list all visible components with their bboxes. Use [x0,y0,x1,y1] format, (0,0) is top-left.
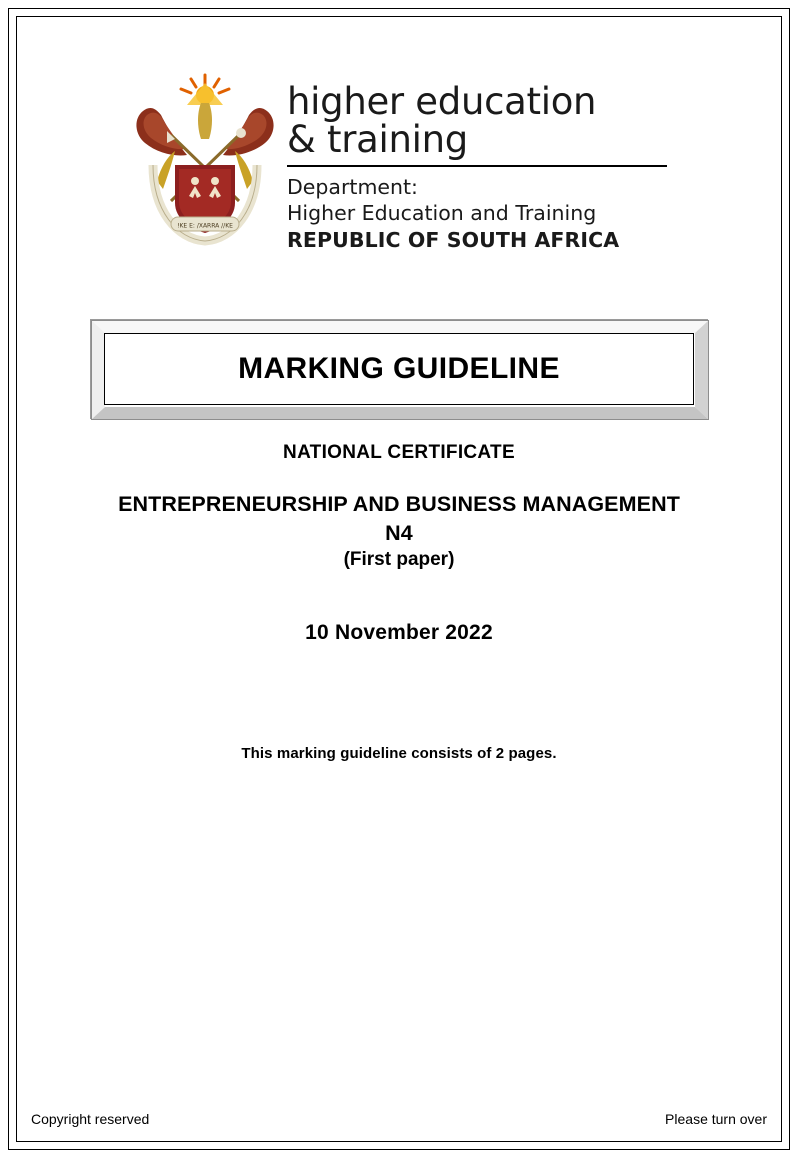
page-title: MARKING GUIDELINE [238,352,560,385]
department-name: Higher Education and Training [287,201,597,226]
certificate-label: NATIONAL CERTIFICATE [283,442,515,463]
page-border-outer [8,8,790,1150]
subject-title: ENTREPRENEURSHIP AND BUSINESS MANAGEMENT [118,492,680,516]
page-footer [31,1111,767,1127]
pages-note: This marking guideline consists of 2 pages. [241,745,557,763]
footer-copyright: Copyright reserved [31,1111,150,1127]
footer-turn-over: Please turn over [665,1111,767,1127]
paper-label: (First paper) [343,549,455,571]
south-africa-coat-of-arms-icon [131,69,279,251]
department-wordmark [287,69,667,253]
divider [287,165,667,167]
subject-level: N4 [385,520,413,545]
page-border-inner [16,16,782,1142]
title-box-inner [104,333,694,405]
brand-line-1: higher education [287,80,597,123]
title-box-bevel [90,319,708,419]
department-label: Department: [287,175,418,200]
department-country: REPUBLIC OF SOUTH AFRICA [287,227,620,252]
exam-date: 10 November 2022 [305,621,493,645]
coat-of-arms-motto: !KE E: /XARRA //KE [177,222,233,230]
title-box-container [17,319,781,419]
document-meta-block [17,442,781,762]
document-header [17,69,781,253]
brand-line-2: & training [287,118,468,162]
